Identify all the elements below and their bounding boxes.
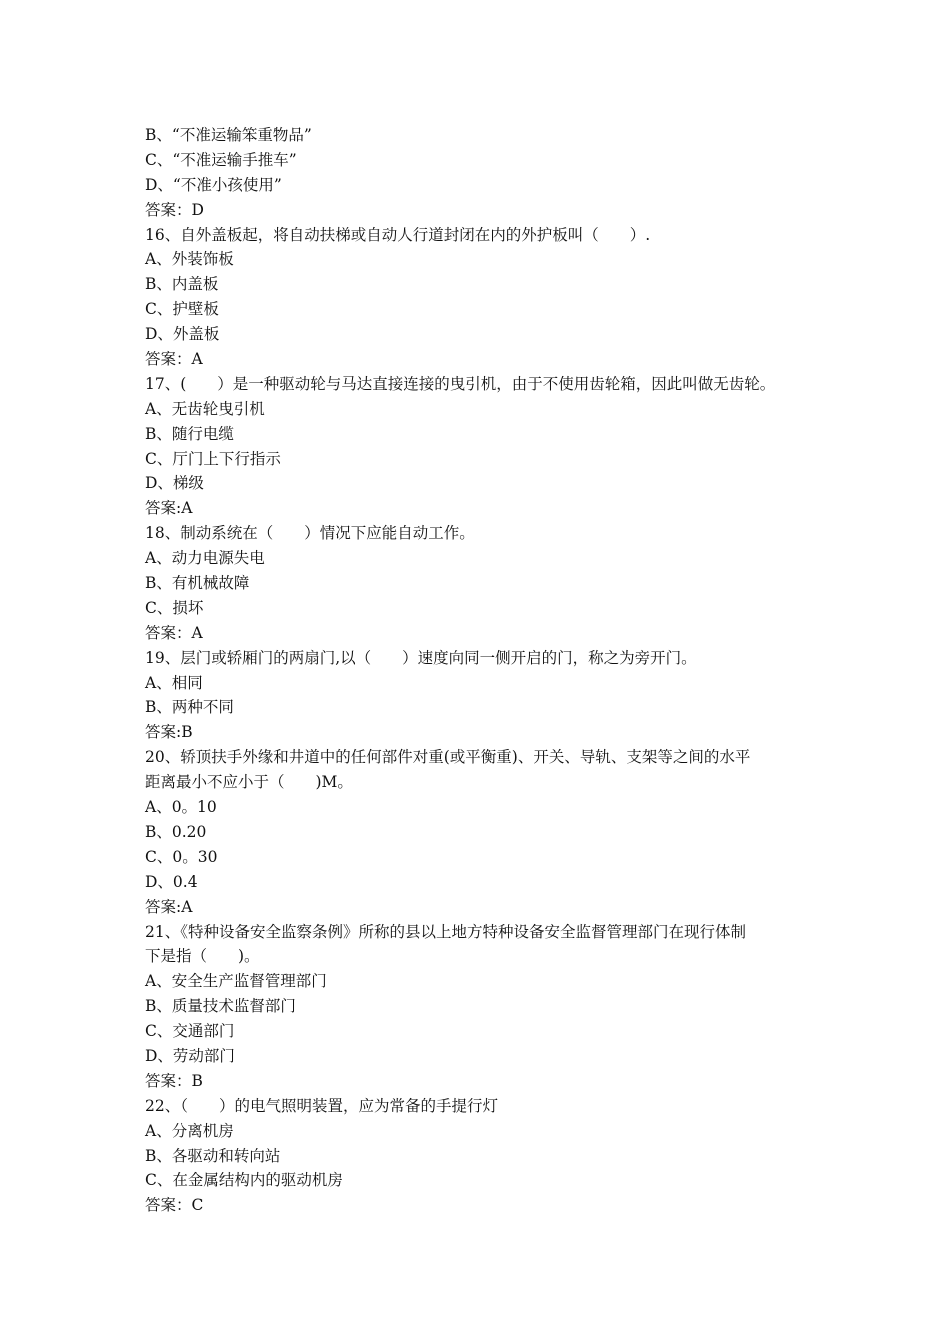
question-line-continued: 下是指（ )。: [145, 947, 260, 966]
answer-line: 答案:A: [145, 499, 193, 518]
option-line: B、“不准运输笨重物品”: [145, 126, 312, 144]
option-line: A、动力电源失电: [145, 549, 265, 568]
question-line: 20、轿顶扶手外缘和井道中的任何部件对重(或平衡重)、开关、导轨、支架等之间的水平: [145, 748, 751, 767]
option-line: A、外装饰板: [145, 250, 234, 269]
option-line: B、有机械故障: [145, 574, 250, 593]
option-line: B、质量技术监督部门: [145, 997, 296, 1016]
option-line: A、分离机房: [145, 1121, 234, 1140]
option-line: B、内盖板: [145, 275, 219, 294]
answer-line: 答案：D: [145, 200, 204, 219]
option-line: A、0。10: [145, 798, 217, 817]
option-line: A、相同: [145, 673, 203, 692]
answer-line: 答案：B: [145, 1071, 203, 1090]
option-line: C、在金属结构内的驱动机房: [145, 1171, 343, 1190]
answer-line: 答案：C: [145, 1196, 204, 1215]
option-line: D、0.4: [145, 872, 198, 891]
question-line: 19、层门或轿厢门的两扇门,以（ ）速度向同一侧开启的门，称之为旁开门。: [145, 648, 697, 667]
option-line: C、“不准运输手推车”: [145, 150, 297, 169]
option-line: D、劳动部门: [145, 1046, 235, 1065]
option-line: C、厅门上下行指示: [145, 449, 281, 468]
option-line: D、“不准小孩使用”: [145, 175, 282, 194]
option-line: C、损坏: [145, 598, 204, 617]
option-line: A、安全生产监督管理部门: [145, 972, 327, 991]
option-line: A、无齿轮曳引机: [145, 399, 265, 418]
question-line: 22、（ ）的电气照明装置，应为常备的手提行灯: [145, 1096, 498, 1115]
answer-line: 答案:A: [145, 897, 193, 916]
question-line: 16、自外盖板起，将自动扶梯或自动人行道封闭在内的外护板叫（ ）.: [145, 225, 651, 244]
option-line: B、0.20: [145, 822, 207, 841]
question-line: 18、制动系统在（ ）情况下应能自动工作。: [145, 524, 475, 543]
option-line: B、随行电缆: [145, 424, 234, 443]
question-line: 21、《特种设备安全监察条例》所称的县以上地方特种设备安全监督管理部门在现行体制: [145, 922, 746, 941]
option-line: B、两种不同: [145, 698, 234, 717]
document-body: [145, 123, 815, 1218]
answer-line: 答案:B: [145, 723, 193, 742]
option-line: C、0。30: [145, 847, 218, 866]
option-line: C、交通部门: [145, 1022, 235, 1041]
option-line: D、外盖板: [145, 325, 220, 344]
question-line-continued: 距离最小不应小于（ )M。: [145, 773, 353, 792]
option-line: C、护壁板: [145, 300, 219, 319]
answer-line: 答案：A: [145, 350, 203, 369]
question-line: 17、( ）是一种驱动轮与马达直接连接的曳引机，由于不使用齿轮箱，因此叫做无齿轮。: [145, 374, 776, 393]
option-line: D、梯级: [145, 474, 204, 493]
option-line: B、各驱动和转向站: [145, 1146, 281, 1165]
answer-line: 答案：A: [145, 623, 203, 642]
